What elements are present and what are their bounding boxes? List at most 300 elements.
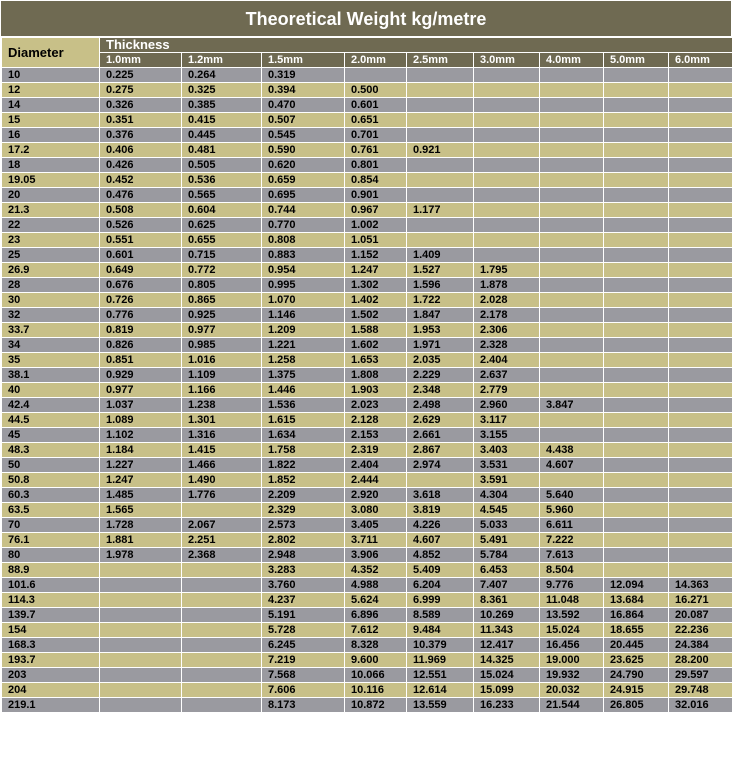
weight-cell bbox=[540, 143, 604, 158]
diameter-cell: 32 bbox=[2, 308, 100, 323]
weight-cell: 24.915 bbox=[604, 683, 669, 698]
weight-cell: 2.661 bbox=[407, 428, 474, 443]
weight-cell bbox=[100, 563, 182, 578]
weight-cell bbox=[669, 188, 733, 203]
weight-cell bbox=[100, 593, 182, 608]
weight-cell: 1.002 bbox=[345, 218, 407, 233]
weight-cell: 2.035 bbox=[407, 353, 474, 368]
weight-cell: 0.426 bbox=[100, 158, 182, 173]
weight-cell bbox=[540, 368, 604, 383]
weight-cell: 4.237 bbox=[262, 593, 345, 608]
weight-cell: 5.033 bbox=[474, 518, 540, 533]
diameter-cell: 168.3 bbox=[2, 638, 100, 653]
weight-cell bbox=[182, 638, 262, 653]
weight-cell bbox=[540, 158, 604, 173]
weight-cell bbox=[540, 263, 604, 278]
weight-cell: 0.394 bbox=[262, 83, 345, 98]
diameter-cell: 60.3 bbox=[2, 488, 100, 503]
weight-cell: 0.676 bbox=[100, 278, 182, 293]
diameter-cell: 88.9 bbox=[2, 563, 100, 578]
weight-cell: 1.536 bbox=[262, 398, 345, 413]
weight-cell: 0.883 bbox=[262, 248, 345, 263]
table-row bbox=[2, 113, 733, 128]
weight-cell bbox=[604, 113, 669, 128]
weight-cell: 22.236 bbox=[669, 623, 733, 638]
diameter-cell: 28 bbox=[2, 278, 100, 293]
weight-cell: 24.384 bbox=[669, 638, 733, 653]
weight-cell: 0.770 bbox=[262, 218, 345, 233]
weight-cell: 2.229 bbox=[407, 368, 474, 383]
weight-cell: 10.116 bbox=[345, 683, 407, 698]
weight-cell bbox=[540, 83, 604, 98]
weight-cell: 0.319 bbox=[262, 68, 345, 83]
weight-cell: 0.655 bbox=[182, 233, 262, 248]
weight-cell bbox=[604, 203, 669, 218]
diameter-cell: 10 bbox=[2, 68, 100, 83]
weight-cell: 5.491 bbox=[474, 533, 540, 548]
weight-cell: 18.655 bbox=[604, 623, 669, 638]
weight-cell bbox=[604, 143, 669, 158]
weight-cell: 3.711 bbox=[345, 533, 407, 548]
weight-cell bbox=[407, 68, 474, 83]
weight-cell: 0.819 bbox=[100, 323, 182, 338]
thickness-header: Thickness bbox=[100, 38, 733, 53]
weight-cell: 12.094 bbox=[604, 578, 669, 593]
weight-cell bbox=[474, 128, 540, 143]
weight-cell bbox=[604, 263, 669, 278]
weight-cell: 1.070 bbox=[262, 293, 345, 308]
weight-cell: 1.722 bbox=[407, 293, 474, 308]
weight-cell bbox=[540, 353, 604, 368]
thickness-col-header: 4.0mm bbox=[540, 53, 604, 68]
weight-cell: 0.476 bbox=[100, 188, 182, 203]
weight-cell: 1.221 bbox=[262, 338, 345, 353]
weight-cell bbox=[540, 293, 604, 308]
weight-cell: 1.375 bbox=[262, 368, 345, 383]
weight-cell: 0.772 bbox=[182, 263, 262, 278]
weight-cell: 29.748 bbox=[669, 683, 733, 698]
weight-cell: 1.302 bbox=[345, 278, 407, 293]
weight-cell bbox=[100, 698, 182, 713]
weight-cell bbox=[474, 233, 540, 248]
weight-cell: 2.368 bbox=[182, 548, 262, 563]
diameter-cell: 45 bbox=[2, 428, 100, 443]
weight-cell bbox=[669, 503, 733, 518]
weight-cell: 0.744 bbox=[262, 203, 345, 218]
weight-cell: 0.826 bbox=[100, 338, 182, 353]
weight-cell: 0.695 bbox=[262, 188, 345, 203]
diameter-cell: 12 bbox=[2, 83, 100, 98]
weight-cell: 0.865 bbox=[182, 293, 262, 308]
table-row bbox=[2, 188, 733, 203]
table-row bbox=[2, 623, 733, 638]
weight-cell: 2.444 bbox=[345, 473, 407, 488]
weight-cell bbox=[669, 143, 733, 158]
weight-cell: 0.977 bbox=[182, 323, 262, 338]
weight-cell: 0.929 bbox=[100, 368, 182, 383]
weight-cell bbox=[669, 458, 733, 473]
header-row-thickness bbox=[2, 38, 733, 53]
diameter-cell: 14 bbox=[2, 98, 100, 113]
weight-cell bbox=[669, 173, 733, 188]
weight-cell bbox=[604, 83, 669, 98]
weight-cell: 0.545 bbox=[262, 128, 345, 143]
weight-cell: 8.328 bbox=[345, 638, 407, 653]
weight-cell bbox=[100, 653, 182, 668]
weight-cell: 5.624 bbox=[345, 593, 407, 608]
weight-cell bbox=[669, 413, 733, 428]
weight-cell bbox=[604, 218, 669, 233]
weight-cell bbox=[669, 488, 733, 503]
weight-cell: 1.301 bbox=[182, 413, 262, 428]
weight-cell: 1.166 bbox=[182, 383, 262, 398]
weight-cell: 5.960 bbox=[540, 503, 604, 518]
weight-cell: 0.808 bbox=[262, 233, 345, 248]
weight-cell: 3.591 bbox=[474, 473, 540, 488]
weight-cell: 1.485 bbox=[100, 488, 182, 503]
weight-cell bbox=[669, 68, 733, 83]
diameter-cell: 19.05 bbox=[2, 173, 100, 188]
weight-cell: 0.977 bbox=[100, 383, 182, 398]
weight-cell: 0.921 bbox=[407, 143, 474, 158]
weight-cell: 0.526 bbox=[100, 218, 182, 233]
table-row bbox=[2, 653, 733, 668]
diameter-cell: 25 bbox=[2, 248, 100, 263]
weight-cell: 1.527 bbox=[407, 263, 474, 278]
weight-cell: 1.184 bbox=[100, 443, 182, 458]
weight-cell bbox=[604, 398, 669, 413]
weight-cell: 1.109 bbox=[182, 368, 262, 383]
weight-cell: 7.222 bbox=[540, 533, 604, 548]
weight-cell bbox=[540, 413, 604, 428]
table-row bbox=[2, 383, 733, 398]
diameter-cell: 50.8 bbox=[2, 473, 100, 488]
diameter-cell: 114.3 bbox=[2, 593, 100, 608]
weight-cell bbox=[540, 218, 604, 233]
weight-cell: 0.536 bbox=[182, 173, 262, 188]
weight-cell bbox=[474, 83, 540, 98]
weight-cell bbox=[182, 698, 262, 713]
weight-cell: 11.048 bbox=[540, 593, 604, 608]
weight-cell bbox=[604, 548, 669, 563]
weight-cell: 14.363 bbox=[669, 578, 733, 593]
weight-cell: 26.805 bbox=[604, 698, 669, 713]
thickness-col-header: 1.0mm bbox=[100, 53, 182, 68]
weight-cell bbox=[669, 203, 733, 218]
diameter-cell: 204 bbox=[2, 683, 100, 698]
weight-cell: 0.325 bbox=[182, 83, 262, 98]
weight-cell: 3.080 bbox=[345, 503, 407, 518]
weight-cell: 11.343 bbox=[474, 623, 540, 638]
weight-cell: 9.776 bbox=[540, 578, 604, 593]
weight-cell: 0.590 bbox=[262, 143, 345, 158]
diameter-cell: 42.4 bbox=[2, 398, 100, 413]
weight-cell: 29.597 bbox=[669, 668, 733, 683]
thickness-col-header: 2.0mm bbox=[345, 53, 407, 68]
diameter-cell: 34 bbox=[2, 338, 100, 353]
weight-cell bbox=[604, 278, 669, 293]
table-row bbox=[2, 293, 733, 308]
weight-cell: 4.607 bbox=[407, 533, 474, 548]
weight-cell bbox=[669, 473, 733, 488]
weight-cell: 1.596 bbox=[407, 278, 474, 293]
diameter-cell: 23 bbox=[2, 233, 100, 248]
weight-cell bbox=[407, 218, 474, 233]
weight-cell: 4.607 bbox=[540, 458, 604, 473]
weight-cell bbox=[669, 308, 733, 323]
weight-cell: 2.329 bbox=[262, 503, 345, 518]
thickness-col-header: 2.5mm bbox=[407, 53, 474, 68]
table-body bbox=[2, 68, 733, 713]
weight-cell: 2.067 bbox=[182, 518, 262, 533]
weight-cell bbox=[669, 563, 733, 578]
weight-cell bbox=[604, 563, 669, 578]
diameter-cell: 33.7 bbox=[2, 323, 100, 338]
weight-cell: 3.283 bbox=[262, 563, 345, 578]
weight-cell: 1.466 bbox=[182, 458, 262, 473]
weight-cell bbox=[474, 173, 540, 188]
weight-cell: 0.508 bbox=[100, 203, 182, 218]
table-row bbox=[2, 458, 733, 473]
weight-cell: 0.651 bbox=[345, 113, 407, 128]
weight-cell: 1.089 bbox=[100, 413, 182, 428]
weight-cell: 12.551 bbox=[407, 668, 474, 683]
weight-cell: 4.352 bbox=[345, 563, 407, 578]
table-row bbox=[2, 428, 733, 443]
weight-cell: 0.601 bbox=[100, 248, 182, 263]
weight-cell bbox=[604, 248, 669, 263]
table-row bbox=[2, 248, 733, 263]
weight-cell: 4.438 bbox=[540, 443, 604, 458]
diameter-cell: 22 bbox=[2, 218, 100, 233]
weight-cell: 1.051 bbox=[345, 233, 407, 248]
weight-cell: 32.016 bbox=[669, 698, 733, 713]
weight-cell: 0.776 bbox=[100, 308, 182, 323]
weight-cell bbox=[669, 293, 733, 308]
weight-cell: 0.445 bbox=[182, 128, 262, 143]
weight-cell: 8.589 bbox=[407, 608, 474, 623]
weight-cell bbox=[604, 428, 669, 443]
weight-cell bbox=[669, 263, 733, 278]
weight-cell bbox=[182, 668, 262, 683]
table-row bbox=[2, 503, 733, 518]
weight-cell: 20.445 bbox=[604, 638, 669, 653]
weight-cell: 1.903 bbox=[345, 383, 407, 398]
weight-cell: 7.612 bbox=[345, 623, 407, 638]
weight-cell bbox=[182, 578, 262, 593]
weight-cell bbox=[669, 233, 733, 248]
table-row bbox=[2, 443, 733, 458]
weight-cell bbox=[474, 98, 540, 113]
weight-cell: 0.726 bbox=[100, 293, 182, 308]
diameter-header: Diameter bbox=[2, 38, 100, 68]
weight-cell: 0.551 bbox=[100, 233, 182, 248]
weight-cell: 7.407 bbox=[474, 578, 540, 593]
weight-cell bbox=[604, 338, 669, 353]
weight-cell: 6.245 bbox=[262, 638, 345, 653]
weight-cell: 15.024 bbox=[540, 623, 604, 638]
thickness-col-header: 3.0mm bbox=[474, 53, 540, 68]
weight-cell: 4.988 bbox=[345, 578, 407, 593]
weight-cell: 1.402 bbox=[345, 293, 407, 308]
weight-cell: 24.790 bbox=[604, 668, 669, 683]
table-row bbox=[2, 323, 733, 338]
weight-cell: 19.000 bbox=[540, 653, 604, 668]
weight-cell bbox=[604, 158, 669, 173]
weight-cell: 5.191 bbox=[262, 608, 345, 623]
weight-cell bbox=[604, 98, 669, 113]
weight-cell: 0.625 bbox=[182, 218, 262, 233]
weight-cell bbox=[669, 548, 733, 563]
diameter-cell: 18 bbox=[2, 158, 100, 173]
weight-cell: 0.761 bbox=[345, 143, 407, 158]
diameter-cell: 30 bbox=[2, 293, 100, 308]
weight-cell: 1.227 bbox=[100, 458, 182, 473]
weight-cell: 16.456 bbox=[540, 638, 604, 653]
weight-cell: 7.606 bbox=[262, 683, 345, 698]
table-row bbox=[2, 143, 733, 158]
table-row bbox=[2, 263, 733, 278]
weight-cell: 13.684 bbox=[604, 593, 669, 608]
diameter-cell: 154 bbox=[2, 623, 100, 638]
weight-cell bbox=[540, 173, 604, 188]
weight-cell: 0.701 bbox=[345, 128, 407, 143]
weight-cell: 3.403 bbox=[474, 443, 540, 458]
table-row bbox=[2, 683, 733, 698]
weight-cell: 20.032 bbox=[540, 683, 604, 698]
weight-cell: 3.906 bbox=[345, 548, 407, 563]
weight-cell: 0.901 bbox=[345, 188, 407, 203]
diameter-cell: 80 bbox=[2, 548, 100, 563]
weight-cell: 1.415 bbox=[182, 443, 262, 458]
table-row bbox=[2, 98, 733, 113]
weight-cell bbox=[604, 308, 669, 323]
weight-cell bbox=[604, 233, 669, 248]
weight-cell: 1.971 bbox=[407, 338, 474, 353]
weight-cell bbox=[669, 83, 733, 98]
table-row bbox=[2, 668, 733, 683]
weight-cell bbox=[604, 173, 669, 188]
weight-cell bbox=[100, 608, 182, 623]
weight-cell bbox=[669, 158, 733, 173]
weight-cell: 28.200 bbox=[669, 653, 733, 668]
weight-cell: 2.629 bbox=[407, 413, 474, 428]
weight-cell bbox=[182, 593, 262, 608]
weight-cell: 2.028 bbox=[474, 293, 540, 308]
weight-cell: 6.999 bbox=[407, 593, 474, 608]
weight-cell: 2.920 bbox=[345, 488, 407, 503]
weight-cell: 8.504 bbox=[540, 563, 604, 578]
weight-cell: 1.565 bbox=[100, 503, 182, 518]
weight-cell: 7.219 bbox=[262, 653, 345, 668]
table-row bbox=[2, 278, 733, 293]
diameter-cell: 35 bbox=[2, 353, 100, 368]
weight-cell: 1.808 bbox=[345, 368, 407, 383]
weight-cell: 15.099 bbox=[474, 683, 540, 698]
table-row bbox=[2, 368, 733, 383]
weight-cell bbox=[474, 218, 540, 233]
weight-cell: 9.600 bbox=[345, 653, 407, 668]
weight-cell: 2.802 bbox=[262, 533, 345, 548]
weight-cell: 0.925 bbox=[182, 308, 262, 323]
weight-cell bbox=[182, 503, 262, 518]
weight-cell: 4.226 bbox=[407, 518, 474, 533]
weight-cell: 1.978 bbox=[100, 548, 182, 563]
weight-cell bbox=[540, 428, 604, 443]
weight-cell bbox=[474, 248, 540, 263]
weight-cell bbox=[604, 188, 669, 203]
weight-cell bbox=[604, 413, 669, 428]
diameter-cell: 50 bbox=[2, 458, 100, 473]
weight-cell: 2.573 bbox=[262, 518, 345, 533]
weight-cell bbox=[669, 128, 733, 143]
weight-cell: 2.348 bbox=[407, 383, 474, 398]
table-row bbox=[2, 563, 733, 578]
table-row bbox=[2, 173, 733, 188]
weight-cell bbox=[182, 608, 262, 623]
weight-cell: 0.452 bbox=[100, 173, 182, 188]
weight-cell: 1.146 bbox=[262, 308, 345, 323]
weight-cell: 4.852 bbox=[407, 548, 474, 563]
weight-cell: 2.779 bbox=[474, 383, 540, 398]
weight-cell bbox=[100, 683, 182, 698]
diameter-cell: 44.5 bbox=[2, 413, 100, 428]
weight-cell bbox=[669, 518, 733, 533]
diameter-cell: 26.9 bbox=[2, 263, 100, 278]
table-row bbox=[2, 128, 733, 143]
diameter-cell: 193.7 bbox=[2, 653, 100, 668]
weight-cell bbox=[604, 533, 669, 548]
diameter-cell: 21.3 bbox=[2, 203, 100, 218]
weight-cell: 1.795 bbox=[474, 263, 540, 278]
table-row bbox=[2, 203, 733, 218]
weight-cell: 16.233 bbox=[474, 698, 540, 713]
table-row bbox=[2, 548, 733, 563]
weight-cell: 0.351 bbox=[100, 113, 182, 128]
table-row bbox=[2, 308, 733, 323]
weight-cell bbox=[540, 338, 604, 353]
weight-cell: 3.847 bbox=[540, 398, 604, 413]
weight-cell: 1.316 bbox=[182, 428, 262, 443]
weight-cell: 12.417 bbox=[474, 638, 540, 653]
weight-cell bbox=[669, 398, 733, 413]
weight-cell: 1.177 bbox=[407, 203, 474, 218]
weight-cell: 6.204 bbox=[407, 578, 474, 593]
table-row bbox=[2, 353, 733, 368]
table-row bbox=[2, 473, 733, 488]
weight-cell: 1.016 bbox=[182, 353, 262, 368]
weight-cell: 0.854 bbox=[345, 173, 407, 188]
weight-cell: 21.544 bbox=[540, 698, 604, 713]
diameter-cell: 16 bbox=[2, 128, 100, 143]
weight-cell: 1.881 bbox=[100, 533, 182, 548]
weight-cell: 10.379 bbox=[407, 638, 474, 653]
table-title: Theoretical Weight kg/metre bbox=[1, 1, 732, 36]
weight-cell bbox=[407, 188, 474, 203]
weight-cell: 1.446 bbox=[262, 383, 345, 398]
weight-cell: 0.715 bbox=[182, 248, 262, 263]
weight-cell bbox=[669, 428, 733, 443]
weight-cell bbox=[540, 128, 604, 143]
weight-cell bbox=[540, 203, 604, 218]
weight-cell: 0.805 bbox=[182, 278, 262, 293]
weight-cell: 1.209 bbox=[262, 323, 345, 338]
weight-cell bbox=[540, 383, 604, 398]
weight-cell bbox=[669, 338, 733, 353]
weight-cell: 7.568 bbox=[262, 668, 345, 683]
weight-cell: 1.878 bbox=[474, 278, 540, 293]
weight-cell: 2.637 bbox=[474, 368, 540, 383]
